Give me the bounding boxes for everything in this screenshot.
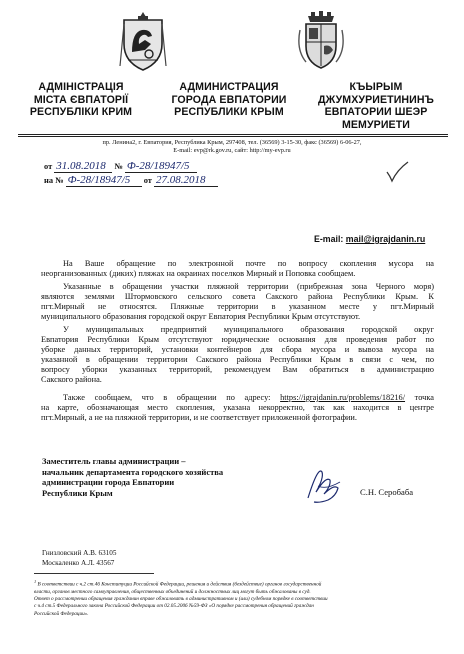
header-divider-top bbox=[18, 134, 448, 135]
paragraph-2-line: муниципального образования городской округ Евпатория Республики Крым отсутствуют. bbox=[41, 312, 361, 322]
signatory-name: С.Н. Серобаба bbox=[360, 487, 414, 497]
executor-line: Гнизловский А.В. 63105 bbox=[42, 549, 117, 557]
header-right-line-4: МЕМУРИЕТИ bbox=[341, 118, 411, 131]
outgoing-number: Ф-28/18947/5 bbox=[125, 160, 197, 173]
paragraph-2-line: пгт.Мирный не относятся. Пляжные территории в указанном месте у пгт.Мирный bbox=[41, 302, 434, 312]
paragraph-1 bbox=[41, 259, 434, 279]
signatory-title-line: начальник департамента городского хозяйства bbox=[42, 466, 224, 477]
paragraph-1-line: На Ваше обращение по электронной почте по вопросу скопления мусора на bbox=[63, 259, 434, 268]
coat-of-arms-crimea-icon bbox=[118, 10, 168, 72]
paragraph-4-start: Также сообщаем, что в обращении по адресу: bbox=[63, 393, 271, 402]
header-center-line-1: АДМИНИСТРАЦИЯ bbox=[179, 81, 279, 93]
footnote bbox=[34, 578, 438, 618]
outgoing-registration bbox=[44, 160, 197, 173]
footnote-line: Российской Федерации». bbox=[34, 610, 89, 617]
paragraph-2-line: являются землями Штормовского сельского совета Сакского района Республики Крым. К bbox=[41, 292, 434, 302]
paragraph-3-line: вопросу уборки указанных территорий, рекомендуем Вам обратиться в администрацию bbox=[41, 365, 434, 375]
reference-registration bbox=[44, 174, 218, 187]
paragraph-4-line bbox=[41, 393, 434, 403]
header-center-line-2: ГОРОДА ЕВПАТОРИИ bbox=[171, 93, 287, 106]
paragraph-4 bbox=[41, 393, 434, 423]
problem-link[interactable]: https://igrajdanin.ru/problems/18216/ bbox=[280, 393, 406, 402]
header-title-ukrainian bbox=[26, 81, 136, 119]
outgoing-date: 31.08.2018 bbox=[54, 160, 112, 173]
signatory-title-line: Заместитель главы администрации – bbox=[42, 456, 186, 466]
recipient-email bbox=[314, 234, 425, 244]
paragraph-2-line: Указанные в обращении участки пляжной территории (прибрежная зона Черного моря) bbox=[63, 282, 434, 291]
header-right-line-1: КЪЫРЫМ bbox=[349, 81, 403, 93]
reference-number: Ф-28/18947/5 bbox=[66, 174, 142, 187]
header-center-line-3: РЕСПУБЛИКИ КРЫМ bbox=[174, 106, 284, 118]
header-divider-bottom bbox=[18, 136, 448, 137]
executor-line: Москаленко А.Л. 43567 bbox=[42, 559, 115, 567]
footnote-line: власти, органов местного самоуправления, общественных объединений и должностных лиц могут быть обжалованы в суд. bbox=[34, 588, 311, 595]
paragraph-4-end: точка bbox=[414, 393, 434, 402]
footnote-line: с ч.4 ст.5 Федерального закона Российской Федерации от 02.05.2006 №59-ФЗ «О порядке рассмотрения обращений граждан bbox=[34, 603, 314, 610]
reference-label: на № bbox=[44, 176, 64, 185]
number-label: № bbox=[114, 162, 123, 171]
paragraph-3-line: Евпатория Республики Крым отсутствуют юридические основания для проведения работ по bbox=[41, 335, 434, 345]
paragraph-1-line: неорганизованных (диких) пляжах на окраинах поселков Мирный и Поповка сообщаем. bbox=[41, 269, 356, 279]
checkmark-icon bbox=[384, 160, 410, 186]
footnote-divider bbox=[34, 573, 154, 574]
coat-of-arms-evpatoria-icon bbox=[296, 10, 346, 72]
header-left-line-3: РЕСПУБЛІКИ КРИМ bbox=[29, 106, 133, 118]
reference-date: 27.08.2018 bbox=[154, 174, 218, 187]
paragraph-3-line: указанной в обращении территории Сакского района Республики Крым в связи с чем, по bbox=[41, 355, 434, 365]
email-link[interactable]: mail@igrajdanin.ru bbox=[345, 234, 426, 244]
footnote-line: Ответ о рассмотрении обращения гражданин вправе обжаловать в административном и (или) судебном порядке в соответствии bbox=[34, 596, 328, 603]
paragraph-3-line: уборке данных территорий, установки контейнеров для сбора мусора и вывоза мусора на bbox=[41, 345, 434, 355]
header-title-russian bbox=[154, 81, 304, 119]
from-label: от bbox=[44, 162, 53, 171]
paragraph-3 bbox=[41, 325, 434, 386]
header-right-line-3: ЕВПАТОРИИ ШЕЭР bbox=[324, 106, 428, 118]
footnote-line: $^1$ В соответствии с ч.2 ст.46 Конституции Российской Федерации, решения и действия (бездействие) органов государственной bbox=[34, 579, 322, 588]
signatory-title-line: Республики Крым bbox=[42, 487, 113, 498]
signatory-title bbox=[42, 456, 223, 498]
header-left-line-2: МІСТА ЄВПАТОРІЇ bbox=[33, 93, 129, 106]
address-line: пр. Ленина2, г. Евпатория, Республика Крым, 297408, тел. (36569) 3-15-30, факс (36569) 6-06-27, bbox=[102, 139, 362, 146]
executors bbox=[42, 548, 116, 568]
paragraph-3-line: Сакского района. bbox=[41, 375, 102, 385]
paragraph-2 bbox=[41, 282, 434, 322]
contact-line: E-mail: evp@rk.gov.ru, сайт: http://my-evp.ru bbox=[173, 147, 291, 154]
paragraph-3-line: У муниципальных предприятий муниципального образования городской округ bbox=[63, 325, 434, 334]
email-label: E-mail: bbox=[314, 234, 344, 244]
reference-from-label: от bbox=[143, 176, 152, 185]
header-right-line-2: ДЖУМХУРИЕТИНИНЪ bbox=[318, 93, 434, 106]
footnote-mark: 1 bbox=[34, 579, 37, 584]
paragraph-4-line: на карте, обозначающая место скопления, указана некорректно, так как находится в центре bbox=[41, 403, 434, 413]
handwritten-signature bbox=[300, 462, 348, 508]
paragraph-4-line: пгт.Мирный, а не на пляжной территории, и не соответствует приложенной фотографии. bbox=[41, 413, 357, 423]
header-left-line-1: АДМІНІСТРАЦІЯ bbox=[38, 81, 124, 93]
signatory-title-line: администрации города Евпатории bbox=[42, 477, 175, 488]
header-title-crimean-tatar bbox=[306, 81, 446, 131]
